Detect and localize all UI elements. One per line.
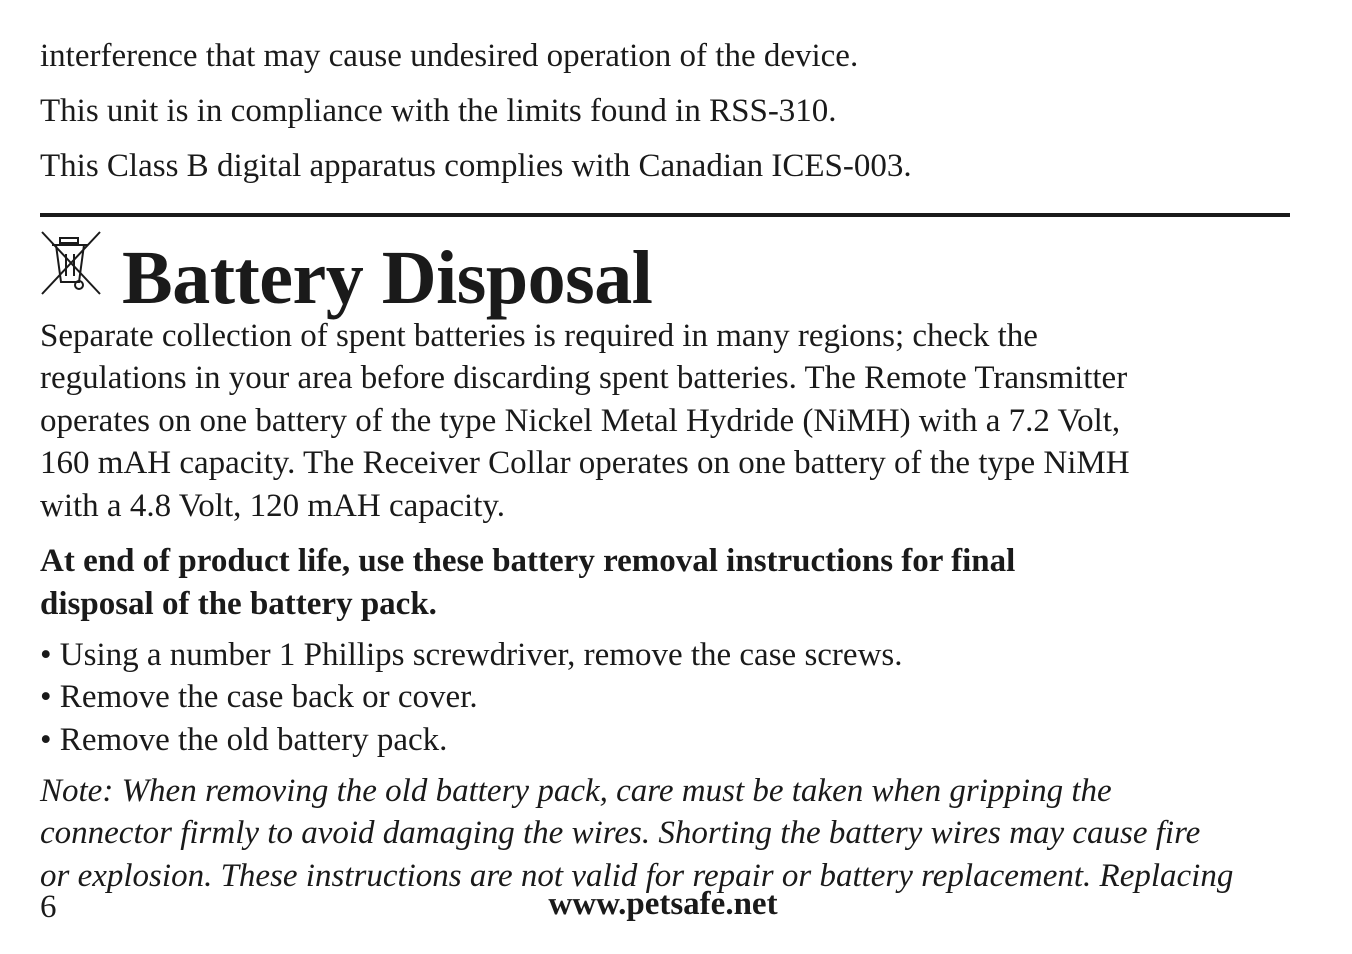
- section-divider: [40, 213, 1290, 217]
- compliance-line-1: interference that may cause undesired operation of the device.: [40, 38, 859, 74]
- crossed-out-wheelie-bin-icon: [40, 230, 102, 296]
- body-line-4: 160 mAH capacity. The Receiver Collar operates on one battery of the type NiMH: [40, 445, 1130, 481]
- footer-website-url: www.petsafe.net: [548, 886, 778, 922]
- body-line-3: operates on one battery of the type Nickel Metal Hydride (NiMH) with a 7.2 Volt,: [40, 403, 1121, 439]
- body-line-1: Separate collection of spent batteries is required in many regions; check the: [40, 318, 1038, 354]
- page-number: 6: [40, 889, 57, 925]
- body-line-2: regulations in your area before discarding spent batteries. The Remote Transmitter: [40, 360, 1128, 396]
- note-line-1: Note: When removing the old battery pack, care must be taken when gripping the: [40, 773, 1112, 809]
- section-title: Battery Disposal: [122, 236, 653, 320]
- bullet-item: • Remove the case back or cover.: [40, 679, 478, 715]
- compliance-line-3: This Class B digital apparatus complies with Canadian ICES-003.: [40, 148, 912, 184]
- instructions-intro-line-2: disposal of the battery pack.: [40, 586, 437, 622]
- note-line-2: connector firmly to avoid damaging the wires. Shorting the battery wires may cause fire: [40, 815, 1201, 851]
- section-heading: [40, 228, 1290, 318]
- note-line-3: or explosion. These instructions are not valid for repair or battery replacement. Replacing: [40, 858, 1234, 894]
- bullet-item: • Remove the old battery pack.: [40, 722, 448, 758]
- bullet-item: • Using a number 1 Phillips screwdriver, remove the case screws.: [40, 637, 903, 673]
- body-line-5: with a 4.8 Volt, 120 mAH capacity.: [40, 488, 505, 524]
- instructions-intro-line-1: At end of product life, use these battery removal instructions for final: [40, 543, 1016, 579]
- compliance-line-2: This unit is in compliance with the limits found in RSS-310.: [40, 93, 837, 129]
